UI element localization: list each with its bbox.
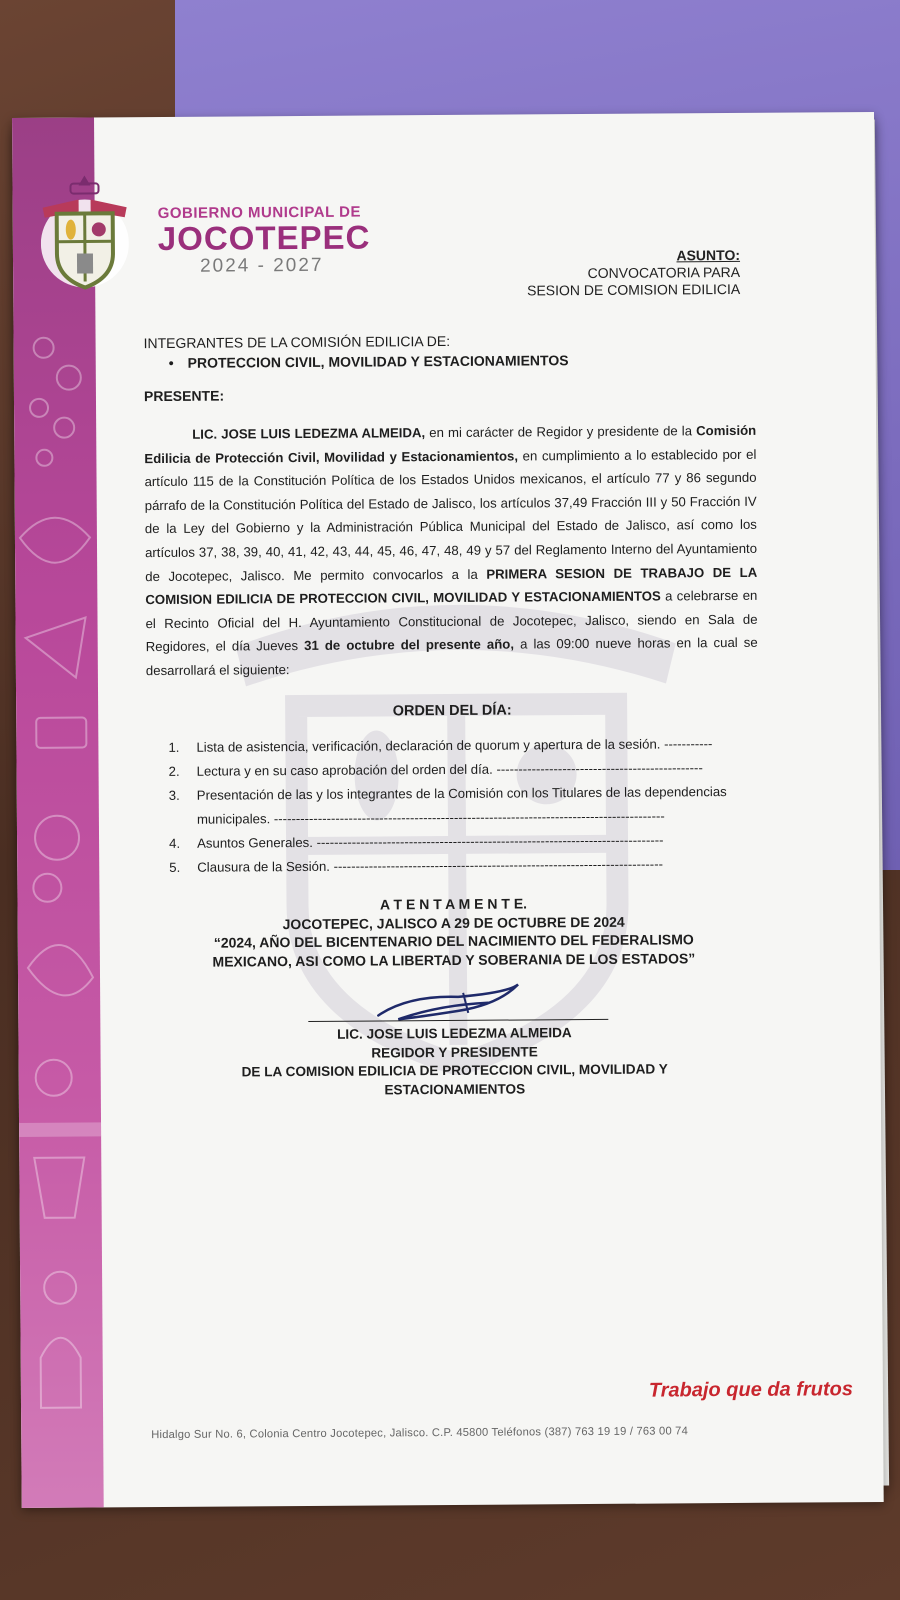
- paragraph-text: a celebrarse en el Recinto Oficial del H. Ayuntamiento Constitucional de Jocotepec, Jalisco, siendo en Sala de Regidores, el día Jueves: [145, 587, 758, 655]
- handwritten-signature-icon: [368, 974, 568, 1025]
- paragraph-text: en mi carácter de Regidor y presidente de la: [425, 423, 697, 441]
- agenda-text: Lectura y en su caso aprobación del orden del día. -----------------------------------------------: [196, 760, 703, 779]
- signer-name: LIC. JOSE LUIS LEDEZMA ALMEIDA: [337, 1025, 572, 1042]
- agenda-number: 3.: [168, 787, 180, 803]
- convener-name: LIC. JOSE LUIS LEDEZMA ALMEIDA,: [192, 425, 426, 442]
- paragraph-text: a las 09:00 nueve horas en la cual se desarrollará el siguiente:: [145, 635, 758, 679]
- agenda-text: Clausura de la Sesión. ---------------------------------------------------------------------------: [197, 856, 664, 875]
- sincerely-line: A T E N T A M E N T E.: [379, 895, 528, 913]
- subject-block: [527, 247, 741, 299]
- footer-address: Hidalgo Sur No. 6, Colonia Centro Jocotepec, Jalisco. C.P. 45800 Teléfonos (387) 763 19 19 / 763 00 74: [151, 1425, 689, 1442]
- members-intro: INTEGRANTES DE LA COMISIÓN EDILICIA DE:: [143, 332, 451, 352]
- session-title-bold: PRIMERA SESION DE TRABAJO DE LA COMISION EDILICIA DE PROTECCION CIVIL, MOVILIDAD Y ESTACIONAMIENTOS: [145, 564, 758, 608]
- commission-name: PROTECCION CIVIL, MOVILIDAD Y ESTACIONAMIENTOS: [187, 352, 569, 371]
- signer-block: [148, 1023, 761, 1101]
- agenda-title: ORDEN DEL DÍA:: [392, 702, 512, 720]
- agenda-item: [169, 780, 759, 832]
- commission-bullet-item: [169, 351, 784, 371]
- agenda-text: Presentación de las y los integrantes de la Comisión con los Titulares de las dependencias municipales. -----------------------------------------------------------------------------------------: [196, 784, 727, 827]
- year-motto-line-1: “2024, AÑO DEL BICENTENARIO DEL NACIMIENTO DEL FEDERALISMO: [213, 931, 694, 951]
- paragraph-text: en cumplimiento a lo establecido por el artículo 115 de la Constitución Política de los Estados Unidos mexicanos, el artículo 77 y 86 segundo párrafo de la Constitución Política del Estado de Jalisco, los artículos 37,49 Fracción III y 50 Fracción IV de la Ley del Gobierno y la Administración Pública Municipal del Estado de Jalisco, así como los artículos 37, 38, 39, 40, 41, 42, 43, 44, 45, 46, 47, 48, 49 y 57 del Reglamento Interno del Ayuntamiento de Jocotepec, Jalisco. Me permito convocarlos a la: [144, 446, 758, 584]
- place-date-line: JOCOTEPEC, JALISCO A 29 DE OCTUBRE DE 2024: [282, 913, 625, 932]
- closing-block: [147, 893, 760, 971]
- presente-label: PRESENTE:: [143, 387, 225, 405]
- agenda-text: Asuntos Generales. -------------------------------------------------------------------------------: [197, 832, 664, 851]
- fruit-pattern-icon: [12, 117, 104, 1508]
- municipal-coat-of-arms-icon: [40, 169, 129, 300]
- term-years: 2024 - 2027: [199, 254, 324, 277]
- agenda-number: 2.: [168, 763, 180, 779]
- year-motto-line-2: MEXICANO, ASI COMO LA LIBERTAD Y SOBERANIA DE LOS ESTADOS”: [212, 949, 696, 970]
- agenda-number: 1.: [168, 739, 180, 755]
- municipal-header: [158, 204, 371, 278]
- bullet-icon: •: [168, 354, 174, 371]
- agenda-item: [169, 852, 759, 880]
- subject-line-2: SESION DE COMISION EDILICIA: [527, 280, 741, 299]
- signer-role: REGIDOR Y PRESIDENTE: [371, 1043, 538, 1061]
- slogan: Trabajo que da frutos: [648, 1378, 853, 1402]
- session-date-bold: 31 de octubre del presente año,: [304, 636, 515, 654]
- signer-commission-cont: ESTACIONAMIENTOS: [384, 1080, 526, 1097]
- agenda-number: 4.: [169, 835, 181, 851]
- agenda-list: [168, 732, 759, 880]
- agenda-text: Lista de asistencia, verificación, declaración de quorum y apertura de la sesión. -----------: [196, 736, 713, 755]
- signer-commission: DE LA COMISION EDILICIA DE PROTECCION CIVIL, MOVILIDAD Y: [241, 1061, 668, 1080]
- government-label: GOBIERNO MUNICIPAL DE: [157, 203, 362, 222]
- document-page: [12, 112, 884, 1508]
- city-name: JOCOTEPEC: [157, 218, 371, 257]
- agenda-number: 5.: [169, 859, 181, 875]
- subject-line-1: CONVOCATORIA PARA: [587, 263, 741, 281]
- decorative-sidebar: [12, 117, 104, 1508]
- convocation-paragraph: [144, 419, 758, 683]
- subject-label: ASUNTO:: [676, 246, 741, 264]
- commission-bold: Comisión Edilicia de Protección Civil, Movilidad y Estacionamientos,: [144, 422, 757, 466]
